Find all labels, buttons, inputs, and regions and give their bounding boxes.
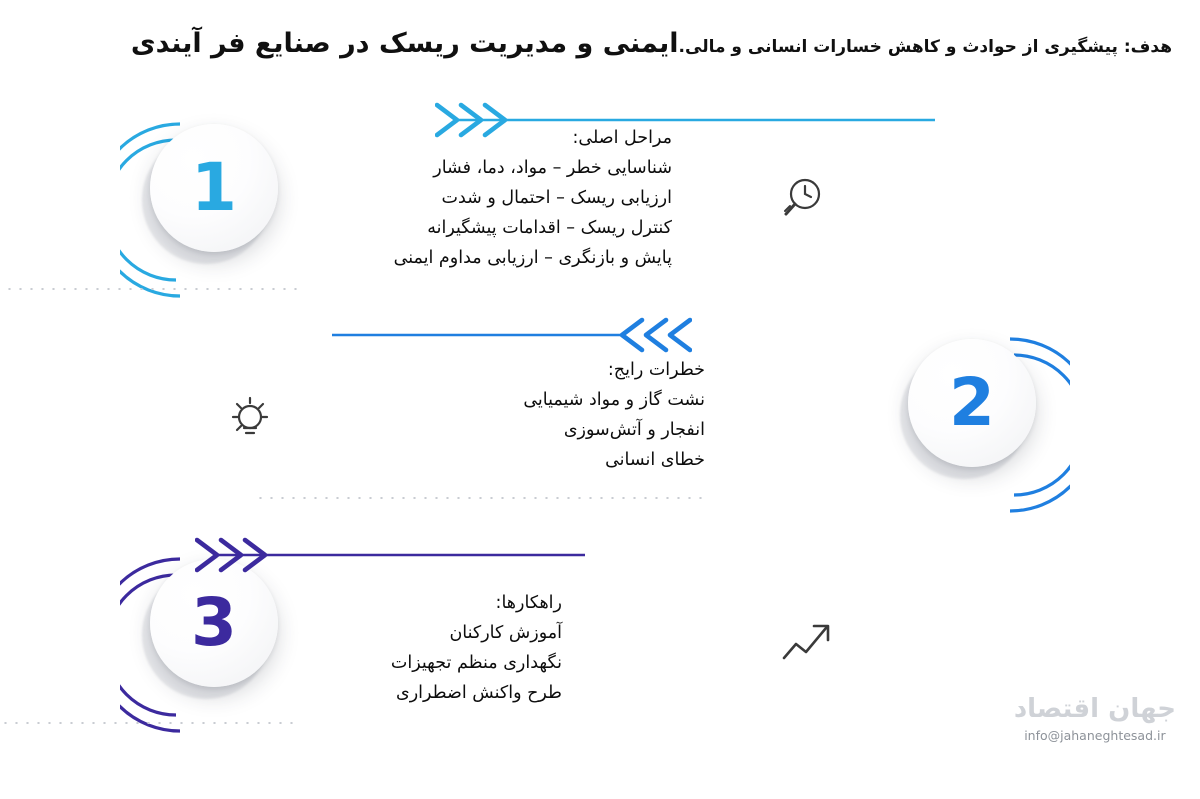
step-3-line-2: نگهداری منظم تجهیزات [390, 653, 562, 674]
page-title: ایمنی و مدیریت ریسک در صنایع فر آیندی [130, 28, 679, 59]
step-2-arrow [332, 315, 692, 355]
header [28, 28, 1172, 60]
lightbulb-icon [220, 390, 280, 450]
step-2-badge-group [870, 325, 1070, 525]
clock-search-icon [779, 172, 835, 228]
step-3-badge-group [120, 545, 320, 745]
step-2-dotted-divider [255, 497, 705, 499]
step-1-number: 1 [191, 149, 237, 226]
step-2-number: 2 [949, 364, 995, 441]
step-2-line-3: خطای انسانی [605, 450, 705, 471]
step-3-heading: راهکارها: [495, 593, 562, 613]
step-1-line-2: ارزیابی ریسک – احتمال و شدت [441, 188, 672, 209]
step-2-badge [908, 339, 1036, 467]
step-3-badge [150, 559, 278, 687]
brand-email: info@jahaneghtesad.ir [1024, 728, 1166, 743]
brand-name: جهان اقتصاد [1013, 694, 1176, 724]
footer-logo [1014, 696, 1176, 743]
step-3-dotted-divider [0, 722, 300, 724]
step-1-text [394, 123, 672, 273]
step-3-arrow [195, 535, 585, 575]
step-2-line-2: انفجار و آتش‌سوزی [563, 420, 705, 441]
growth-chart-icon [778, 614, 840, 670]
step-1-line-1: شناسایی خطر – مواد، دما، فشار [433, 158, 672, 179]
header-line [28, 28, 1172, 60]
step-3-number: 3 [191, 584, 237, 661]
step-1-badge-group [120, 110, 320, 310]
step-2-heading: خطرات رایج: [607, 360, 705, 380]
step-3-line-3: طرح واکنش اضطراری [396, 683, 562, 704]
step-2-text [523, 355, 705, 475]
step-1-dotted-divider [0, 288, 300, 290]
step-1-line-3: کنترل ریسک – اقدامات پیشگیرانه [427, 218, 672, 239]
step-1-line-4: پایش و بازنگری – ارزیابی مداوم ایمنی [393, 248, 672, 269]
step-1-badge [150, 124, 278, 252]
step-2-line-1: نشت گاز و مواد شیمیایی [523, 390, 705, 411]
step-3-line-1: آموزش کارکنان [449, 623, 562, 644]
step-1-heading: مراحل اصلی: [572, 128, 672, 148]
step-3-text [391, 588, 562, 708]
page-subtitle: هدف: پیشگیری از حوادث و کاهش خسارات انسانی و مالی. [678, 37, 1172, 57]
